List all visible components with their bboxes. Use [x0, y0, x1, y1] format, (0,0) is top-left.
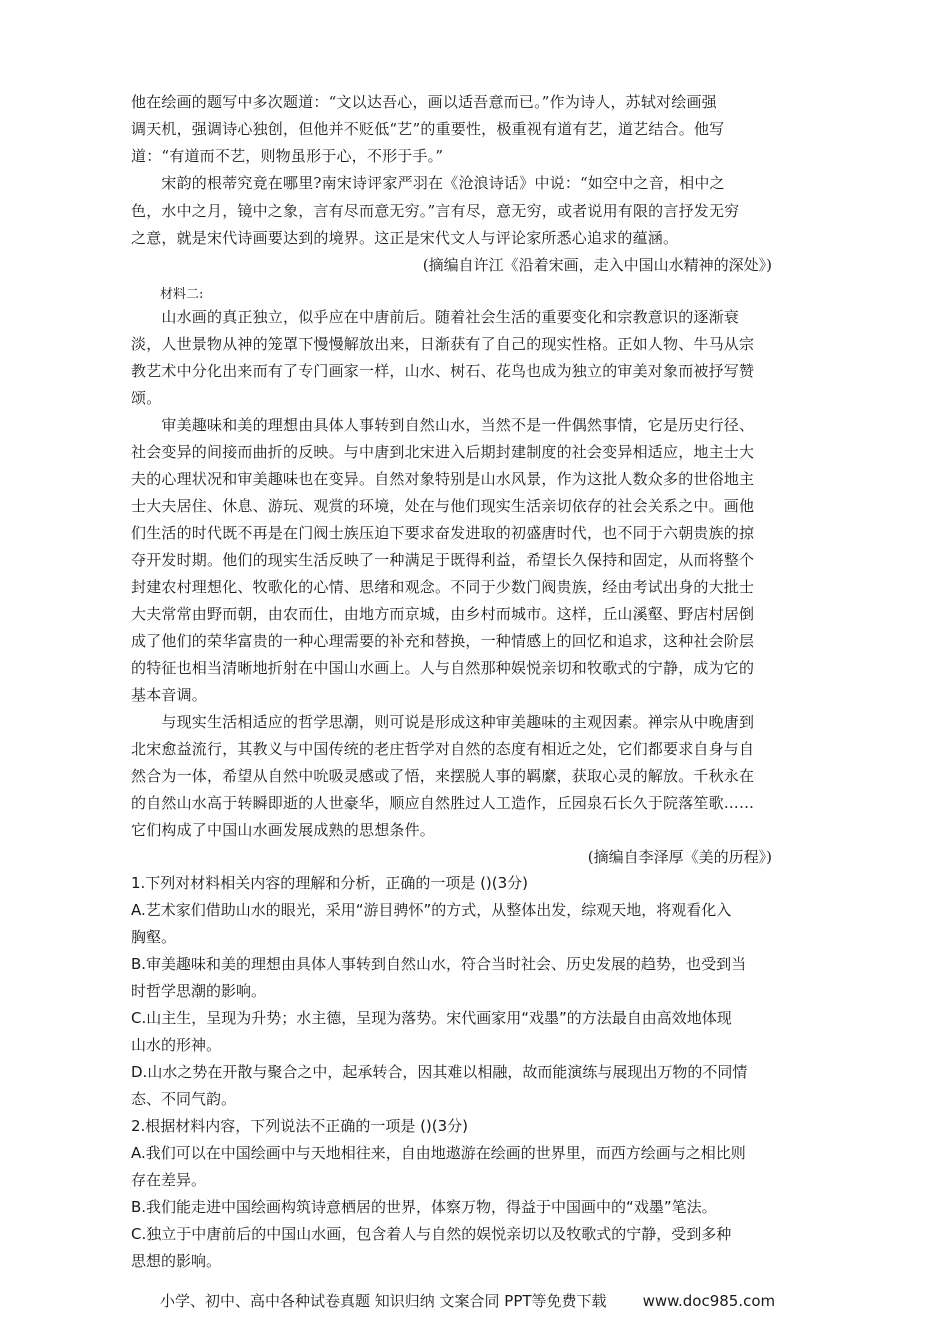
material2-line: 封建农村理想化、牧歌化的心情、思绪和观念。不同于少数门阀贵族，经由考试出身的大批士: [131, 578, 755, 596]
question-line: B.审美趣味和美的理想由具体人事转到自然山水，符合当时社会、历史发展的趋势，也受到当: [131, 955, 747, 973]
material2-line: 的特征也相当清晰地折射在中国山水画上。人与自然那种娱悦亲切和牧歌式的宁静，成为它的: [131, 659, 755, 677]
material2-line: 夺开发时期。他们的现实生活反映了一种满足于既得利益，希望长久保持和固定，从而将整个: [131, 551, 755, 569]
material2-line: 基本音调。: [131, 686, 208, 704]
material1-line: 调天机，强调诗心独创，但他并不贬低“艺”的重要性，极重视有道有艺，道艺结合。他写: [131, 120, 725, 138]
material1-line: 道：“有道而不艺，则物虽形于心，不形于手。”: [131, 147, 444, 165]
material1-line: 宋韵的根蒂究竟在哪里?南宋诗评家严羽在《沧浪诗话》中说：“如空中之音，相中之: [131, 174, 725, 192]
material2-line: 它们构成了中国山水画发展成熟的思想条件。: [131, 821, 436, 839]
material2-line: 士大夫居住、休息、游玩、观赏的环境，处在与他们现实生活亲切依存的社会关系之中。画他: [131, 497, 755, 515]
question-line: 1.下列对材料相关内容的理解和分析，正确的一项是 ()(3分): [131, 874, 529, 892]
material2-line: 的自然山水高于转瞬即逝的人世豪华，顺应自然胜过人工造作，丘园泉石长久于院落笙歌……: [131, 794, 755, 812]
material2-line: 大夫常常由野而朝，由农而仕，由地方而京城，由乡村而城市。这样，丘山溪壑、野店村居倒: [131, 605, 755, 623]
material2-line: 山水画的真正独立，似乎应在中唐前后。随着社会生活的重要变化和宗教意识的逐渐衰: [131, 308, 740, 326]
material2-source: (摘编自李泽厚《美的历程》): [587, 848, 772, 866]
question-line: C.山主生，呈现为升势；水主德，呈现为落势。宋代画家用“戏墨”的方法最自由高效地体现: [131, 1009, 732, 1027]
material2-line: 颂。: [131, 389, 162, 407]
material2-line: 然合为一体，希望从自然中吮吸灵感或了悟，来摆脱人事的羁縻，获取心灵的解放。千秋永在: [131, 767, 755, 785]
question-line: B.我们能走进中国绘画构筑诗意栖居的世界，体察万物，得益于中国画中的“戏墨”笔法。: [131, 1198, 717, 1216]
question-line: 时哲学思潮的影响。: [131, 982, 267, 1000]
material2-line: 淡，人世景物从神的笼罩下慢慢解放出来，日渐获有了自己的现实性格。正如人物、牛马从宗: [131, 335, 755, 353]
question-line: 态、不同气韵。: [131, 1090, 237, 1108]
material2-line: 们生活的时代既不再是在门阀士族压迫下要求奋发进取的初盛唐时代，也不同于六朝贵族的掠: [131, 524, 755, 542]
question-line: 2.根据材料内容，下列说法不正确的一项是 ()(3分): [131, 1117, 469, 1135]
page-footer: [160, 1290, 775, 1311]
question-line: 胸壑。: [131, 928, 177, 946]
material2-line: 北宋愈益流行，其教义与中国传统的老庄哲学对自然的态度有相近之处，它们都要求自身与自: [131, 740, 755, 758]
question-line: A.我们可以在中国绘画中与天地相往来，自由地遨游在绘画的世界里，而西方绘画与之相比则: [131, 1144, 746, 1162]
material2-line: 夫的心理状况和审美趣味也在变异。自然对象特别是山水风景，作为这批人数众多的世俗地主: [131, 470, 755, 488]
footer-text: 小学、初中、高中各种试卷真题 知识归纳 文案合同 PPT等免费下载: [160, 1292, 607, 1310]
material2-line: 社会变异的间接而曲折的反映。与中唐到北宋进入后期封建制度的社会变异相适应，地主士大: [131, 443, 755, 461]
material2-label: 材料二:: [160, 287, 204, 302]
material2-line: 审美趣味和美的理想由具体人事转到自然山水，当然不是一件偶然事情，它是历史行径、: [131, 416, 755, 434]
material1-line: 色，水中之月，镜中之象，言有尽而意无穷。”言有尽，意无穷，或者说用有限的言抒发无穷: [131, 202, 740, 220]
footer-site-link[interactable]: www.doc985.com: [642, 1292, 776, 1310]
question-line: 存在差异。: [131, 1171, 207, 1189]
material1-line: 之意，就是宋代诗画要达到的境界。这正是宋代文人与评论家所悉心追求的蕴涵。: [131, 229, 679, 247]
question-line: C.独立于中唐前后的中国山水画，包含着人与自然的娱悦亲切以及牧歌式的宁静，受到多种: [131, 1225, 732, 1243]
question-line: D.山水之势在开散与聚合之中，起承转合，因其难以相融，故而能演练与展现出万物的不同情: [131, 1063, 748, 1081]
question-line: 思想的影响。: [131, 1252, 222, 1270]
material2-line: 教艺术中分化出来而有了专门画家一样，山水、树石、花鸟也成为独立的审美对象而被抒写赞: [131, 362, 755, 380]
material1-source: (摘编自许江《沿着宋画，走入中国山水精神的深处》): [422, 256, 772, 274]
material2-line: 成了他们的荣华富贵的一种心理需要的补充和替换，一种情感上的回忆和追求，这种社会阶层: [131, 632, 755, 650]
question-line: 山水的形神。: [131, 1036, 222, 1054]
material1-line: 他在绘画的题写中多次题道：“文以达吾心，画以适吾意而已。”作为诗人，苏轼对绘画强: [131, 93, 717, 111]
material2-line: 与现实生活相适应的哲学思潮，则可说是形成这种审美趣味的主观因素。禅宗从中晚唐到: [131, 713, 755, 731]
question-line: A.艺术家们借助山水的眼光，采用“游目骋怀”的方式，从整体出发，综观天地，将观看化入: [131, 901, 732, 919]
